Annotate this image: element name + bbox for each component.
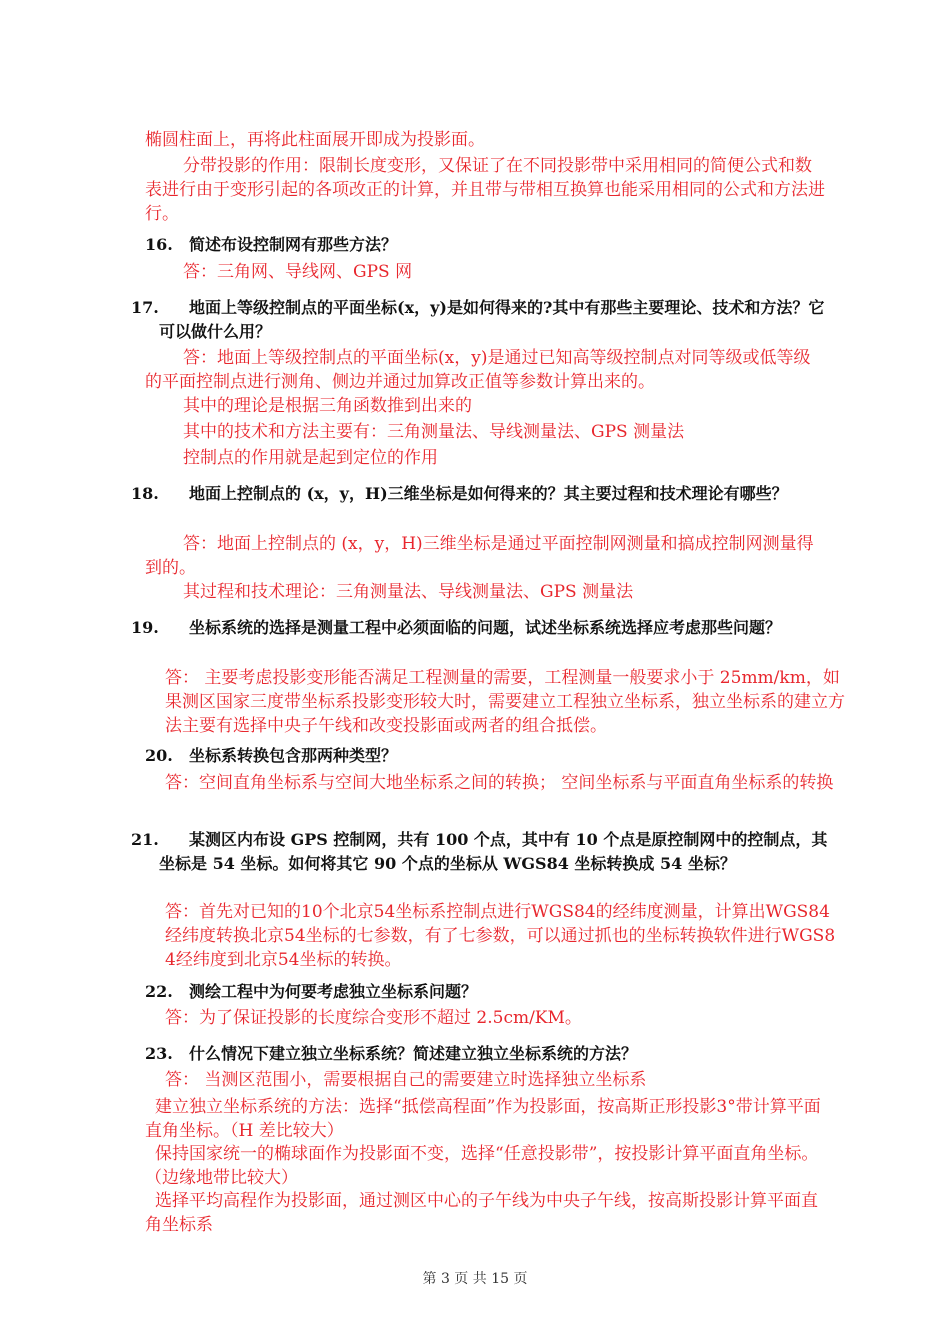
answer-22: 答：为了保证投影的长度综合变形不超过 2.5cm/KM。	[165, 1008, 582, 1028]
answer-23-method-1: 建立独立坐标系统的方法：选择“抵偿高程面”作为投影面，按高斯正形投影3°带计算平面直角坐标。（H 差比较大）	[145, 1097, 821, 1141]
answer-20: 答：空间直角坐标系与空间大地坐标系之间的转换； 空间坐标系与平面直角坐标系的转换	[165, 773, 834, 793]
answer-17-theory: 其中的理论是根据三角函数推到出来的	[183, 396, 472, 416]
answer-23: 答： 当测区范围小，需要根据自己的需要建立时选择独立坐标系	[165, 1070, 647, 1090]
intro-line-1: 椭圆柱面上，再将此柱面展开即成为投影面。	[145, 130, 485, 150]
question-number: 20.	[145, 746, 173, 765]
page-footer: 第 3 页 共 15 页	[422, 1271, 528, 1287]
question-text: 什么情况下建立独立坐标系统？简述建立独立坐标系统的方法？	[189, 1044, 638, 1063]
question-text: 坐标系转换包含那两种类型？	[189, 746, 398, 765]
answer-18: 答：地面上控制点的 (x，y，H)三维坐标是通过平面控制网测量和搞成控制网测量得到的。	[145, 534, 814, 578]
answer-17-usage: 控制点的作用就是起到定位的作用	[183, 448, 438, 468]
answer-21: 答：首先对已知的10个北京54坐标系控制点进行WGS84的经纬度测量，计算出WGS84经纬度转换北京54坐标的七参数，有了七参数，可以通过抓也的坐标转换软件进行WGS84经纬度到北京54坐标的转换。	[165, 902, 836, 970]
answer-23-method-3: 选择平均高程作为投影面，通过测区中心的子午线为中央子午线，按高斯投影计算平面直角坐标系	[145, 1191, 818, 1235]
question-text: 测绘工程中为何要考虑独立坐标系问题？	[189, 982, 478, 1001]
question-17	[131, 296, 839, 344]
question-16	[145, 233, 825, 257]
question-21	[131, 828, 839, 876]
question-text: 坐标系统的选择是测量工程中必须面临的问题，试述坐标系统选择应考虑那些问题？	[189, 618, 782, 637]
answer-23-method-2: 保持国家统一的椭球面作为投影面不变，选择“任意投影带”，按投影计算平面直角坐标。（边缘地带比较大）	[145, 1144, 819, 1188]
question-number: 19.	[131, 618, 159, 637]
answer-17-methods: 其中的技术和方法主要有：三角测量法、导线测量法、GPS 测量法	[183, 422, 685, 442]
question-number: 23.	[145, 1044, 173, 1063]
question-18	[131, 482, 839, 506]
question-19	[131, 616, 839, 640]
answer-19: 答： 主要考虑投影变形能否满足工程测量的需要，工程测量一般要求小于 25mm/km，如果测区国家三度带坐标系投影变形较大时，需要建立工程独立坐标系，独立坐标系的建立方法主要有选择中央子午线和改变投影面或两者的组合抵偿。	[165, 668, 845, 736]
question-text: 地面上等级控制点的平面坐标(x，y)是如何得来的?其中有那些主要理论、技术和方法？它可以做什么用？	[159, 298, 825, 341]
question-number: 22.	[145, 982, 173, 1001]
answer-16: 答：三角网、导线网、GPS 网	[183, 262, 413, 282]
question-text: 地面上控制点的 (x，y，H)三维坐标是如何得来的？其主要过程和技术理论有哪些？	[189, 484, 788, 503]
question-number: 18.	[131, 484, 159, 503]
intro-paragraph: 分带投影的作用：限制长度变形，又保证了在不同投影带中采用相同的简便公式和数表进行由于变形引起的各项改正的计算，并且带与带相互换算也能采用相同的公式和方法进行。	[145, 156, 825, 224]
question-23	[145, 1042, 825, 1066]
question-22	[145, 980, 825, 1004]
question-text: 简述布设控制网有那些方法？	[189, 235, 398, 254]
answer-17: 答：地面上等级控制点的平面坐标(x，y)是通过已知高等级控制点对同等级或低等级的平面控制点进行测角、侧边并通过加算改正值等参数计算出来的。	[145, 348, 811, 392]
question-text: 某测区内布设 GPS 控制网，共有 100 个点，其中有 10 个点是原控制网中的控制点，其坐标是 54 坐标。如何将其它 90 个点的坐标从 WGS84 坐标转换成 54 坐标？	[159, 830, 828, 873]
answer-18-process: 其过程和技术理论：三角测量法、导线测量法、GPS 测量法	[183, 582, 634, 602]
question-number: 17.	[131, 298, 159, 317]
question-number: 16.	[145, 235, 173, 254]
question-number: 21.	[131, 830, 159, 849]
question-20	[145, 744, 825, 768]
